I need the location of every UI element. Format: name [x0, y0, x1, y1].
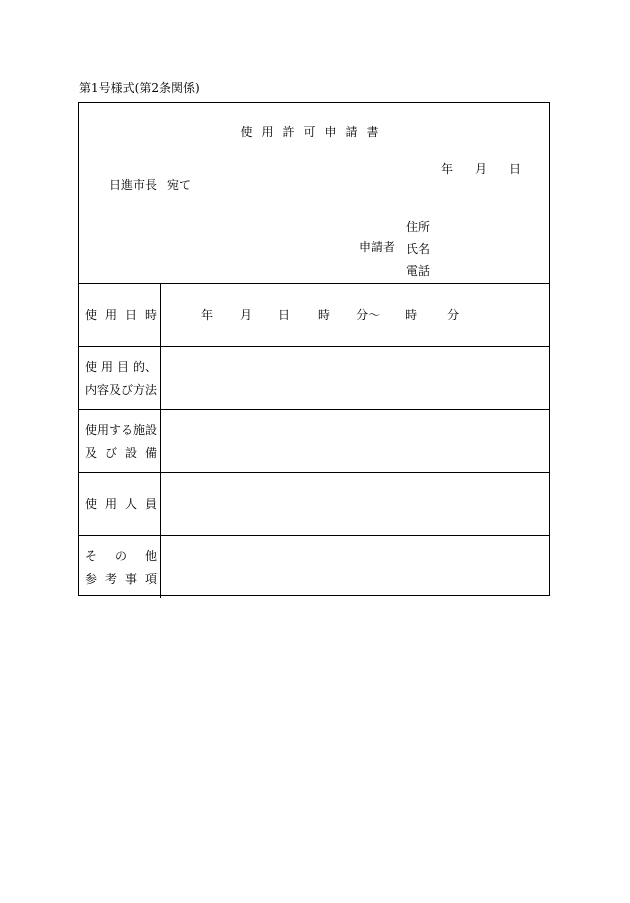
date-month-label: 月 [474, 162, 487, 176]
label-char: 人 [124, 497, 137, 511]
label-char: 目 [116, 360, 129, 374]
applicant-name-label: 氏名 [406, 242, 431, 256]
title-char: 可 [303, 125, 325, 139]
label-char: 員 [144, 497, 157, 511]
title-char: 書 [366, 125, 388, 139]
usage-datetime-label [79, 283, 161, 346]
label-char: 使 [85, 308, 98, 322]
label-char: 項 [144, 572, 157, 586]
facility-field[interactable] [161, 409, 549, 472]
applicant-phone-label: 電話 [406, 264, 431, 278]
row-facility [79, 409, 549, 473]
label-char: の [114, 549, 127, 563]
row-other [79, 535, 549, 598]
document-title [79, 123, 549, 140]
date-year-label: 年 [440, 162, 453, 176]
datetime-hour-end: 時 [405, 308, 418, 322]
title-char: 用 [261, 125, 283, 139]
title-char: 許 [282, 125, 304, 139]
label-char: 備 [144, 446, 157, 460]
label-char: 用 [104, 497, 117, 511]
label-char: 設 [124, 446, 137, 460]
application-date [441, 160, 521, 177]
label-char: び [104, 446, 117, 460]
purpose-label [79, 346, 161, 409]
label-char: 時 [144, 308, 157, 322]
date-day-label: 日 [508, 162, 521, 176]
datetime-day: 日 [278, 308, 291, 322]
usage-datetime-field[interactable] [161, 283, 549, 346]
label-char: 日 [124, 308, 137, 322]
label-char: 参 [85, 572, 98, 586]
title-char: 使 [240, 125, 262, 139]
label-text: 使用する施設 [85, 423, 158, 437]
label-char: 使 [85, 360, 98, 374]
label-char: 他 [144, 549, 157, 563]
row-purpose [79, 346, 549, 410]
row-attendees [79, 472, 549, 536]
applicant-label: 申請者 [359, 240, 396, 254]
other-label [79, 535, 161, 598]
applicant-fields [406, 216, 430, 282]
form-number: 第1号様式(第2条関係) [79, 81, 200, 95]
addressee-suffix: 宛て [167, 178, 192, 192]
datetime-minute-start: 分〜 [356, 308, 381, 322]
purpose-field[interactable] [161, 346, 549, 409]
addressee [109, 176, 191, 193]
datetime-year: 年 [201, 308, 214, 322]
attendees-label [79, 472, 161, 535]
addressee-name: 日進市長 [109, 178, 158, 192]
label-char: 用 [104, 308, 117, 322]
datetime-minute-end: 分 [447, 308, 460, 322]
datetime-hour-start: 時 [318, 308, 331, 322]
label-char: 使 [85, 497, 98, 511]
datetime-month: 月 [240, 308, 253, 322]
label-char: 考 [104, 572, 117, 586]
attendees-field[interactable] [161, 472, 549, 535]
label-char: 及 [85, 446, 98, 460]
other-field[interactable] [161, 535, 549, 598]
row-usage-datetime [79, 283, 549, 347]
label-char: 的、 [132, 360, 157, 374]
label-text: 内容及び方法 [85, 383, 158, 397]
form-header [79, 103, 549, 284]
application-form [78, 102, 550, 596]
facility-label [79, 409, 161, 472]
title-char: 請 [345, 125, 367, 139]
title-char: 申 [324, 125, 346, 139]
label-char: そ [85, 549, 98, 563]
label-char: 事 [124, 572, 137, 586]
label-char: 用 [100, 360, 113, 374]
applicant-address-label: 住所 [406, 220, 431, 234]
